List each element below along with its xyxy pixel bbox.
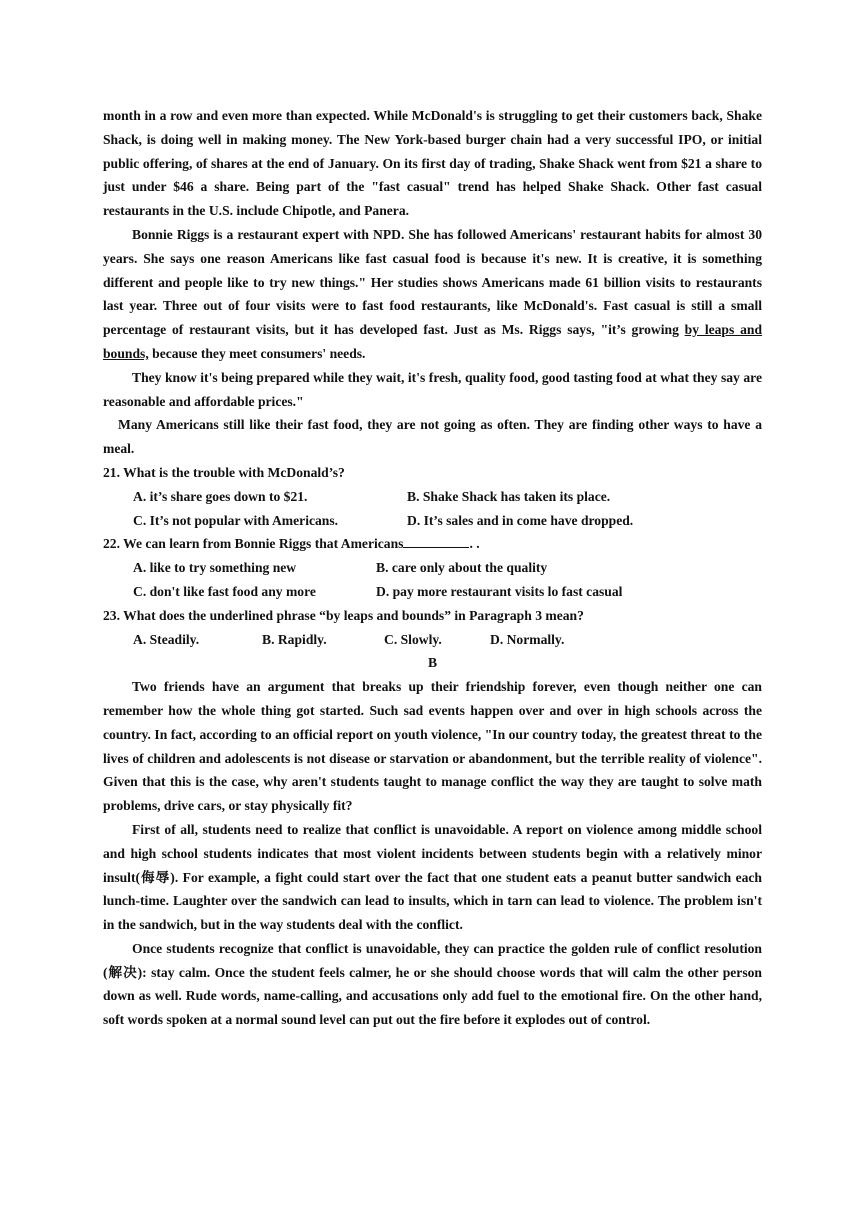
question-23-option-b: B. Rapidly.	[262, 631, 327, 647]
question-23-option-d: D. Normally.	[490, 631, 565, 647]
paragraph-2	[103, 223, 762, 366]
question-22-option-d: D. pay more restaurant visits lo fast casual	[376, 583, 623, 599]
question-23-option-a: A. Steadily.	[133, 631, 200, 647]
question-22-options-row-1	[103, 556, 762, 580]
question-22-option-c: C. don't like fast food any more	[133, 583, 316, 599]
document-page	[103, 104, 762, 1032]
question-21-options-row-1	[103, 485, 762, 509]
question-21-option-d: D. It’s sales and in come have dropped.	[407, 512, 634, 528]
passage-b-paragraph-2: First of all, students need to realize that conflict is unavoidable. A report on violence among middle school and high school students indicates that most violent incidents between students begin with a relatively minor insult(侮辱). For example, a fight could start over the fact that one student eats a peanut butter sandwich each lunch-time. Laughter over the sandwich can lead to insults, which in tarn can lead to violence. The problem isn't in the sandwich, but in the way students deal with the conflict.	[103, 821, 762, 933]
question-22-stem	[103, 532, 762, 556]
question-22-option-a: A. like to try something new	[133, 560, 297, 576]
question-22	[103, 532, 762, 603]
paragraph-4: Many Americans still like their fast food, they are not going as often. They are finding other ways to have a meal.	[103, 417, 762, 457]
question-21-option-c: C. It’s not popular with Americans.	[133, 512, 339, 528]
question-23-stem: 23. What does the underlined phrase “by leaps and bounds” in Paragraph 3 mean?	[103, 607, 584, 623]
answer-blank	[403, 533, 469, 548]
question-22-options-row-2	[103, 580, 762, 604]
paragraph-3: They know it's being prepared while they wait, it's fresh, quality food, good tasting food at what they say are reasonable and affordable prices."	[103, 369, 762, 409]
question-22-option-b: B. care only about the quality	[376, 560, 548, 576]
question-22-stem-end: . .	[469, 536, 480, 552]
question-21-option-a: A. it’s share goes down to $21.	[133, 488, 308, 504]
paragraph-2-text-start: Bonnie Riggs is a restaurant expert with NPD. She has followed Americans' restaurant habits for almost 30 years. She says one reason Americans like fast casual food is because it's new. It is creative, it is something different and people like to try new things." Her studies shows Americans made 61 billion visits to restaurants last year. Three out of four visits were to fast food restaurants, like McDonald's. Fast casual is still a small percentage of restaurant visits, but it has developed fast. Just as Ms. Riggs says, "it’s growing	[103, 226, 762, 338]
paragraph-1: month in a row and even more than expected. While McDonald's is struggling to get their customers back, Shake Shack, is doing well in making money. The New York-based burger chain had a very successful IPO, or initial public offering, of shares at the end of January. On its first day of trading, Shake Shack went from $21 a share to just under $46 a share. Being part of the "fast casual" trend has helped Shake Shack. Other fast casual restaurants in the U.S. include Chipotle, and Panera.	[103, 108, 762, 219]
underlined-phrase: by leaps and bounds,	[103, 322, 763, 361]
question-23-options-row	[103, 628, 762, 652]
question-22-stem-text: 22. We can learn from Bonnie Riggs that Americans	[103, 536, 404, 552]
passage-b-paragraph-3: Once students recognize that conflict is unavoidable, they can practice the golden rule of conflict resolution (解决): stay calm. Once the student feels calmer, he or she should choose words that will calm the other person down as well. Rude words, name-calling, and accusations only add fuel to the emotional fire. On the other hand, soft words spoken at a normal sound level can put out the fire before it explodes out of control.	[103, 940, 762, 1028]
question-23-option-c: C. Slowly.	[384, 631, 442, 647]
question-21-options-row-2	[103, 509, 762, 533]
question-21	[103, 461, 762, 532]
question-23	[103, 604, 762, 652]
paragraph-2-text-end: because they meet consumers' needs.	[148, 345, 366, 361]
question-21-stem: 21. What is the trouble with McDonald’s?	[103, 464, 345, 480]
question-21-option-b: B. Shake Shack has taken its place.	[407, 488, 611, 504]
section-heading-b: B	[427, 655, 438, 671]
passage-b-paragraph-1: Two friends have an argument that breaks up their friendship forever, even though neither one can remember how the whole thing got started. Such sad events happen over and over in high schools across the country. In fact, according to an official report on youth violence, "In our country today, the greatest threat to the lives of children and adolescents is not disease or starvation or abandonment, but the terrible reality of violence". Given that this is the case, why aren't students taught to manage conflict the way they are taught to solve math problems, drive cars, or stay physically fit?	[103, 679, 762, 814]
